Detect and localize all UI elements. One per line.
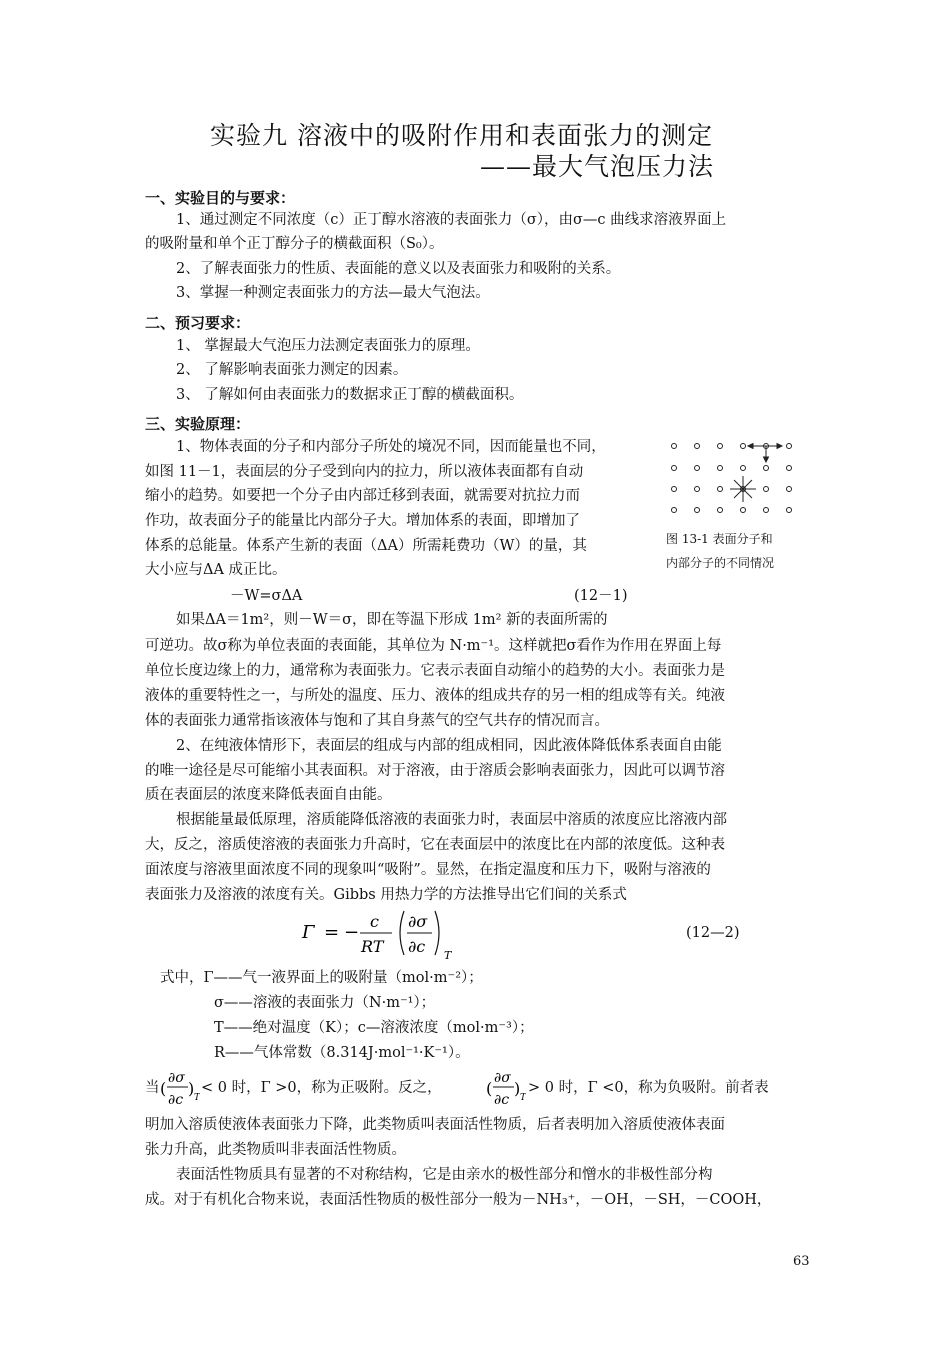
- page-title: 实验九 溶液中的吸附作用和表面张力的测定: [210, 121, 713, 150]
- text-line: 成。对于有机化合物来说，表面活性物质的极性部分一般为－NH₃⁺，－OH，－SH，－COOH，: [145, 1192, 772, 1208]
- figure-caption: 内部分子的不同情况: [666, 556, 775, 570]
- denominator-rt: RT: [361, 937, 384, 956]
- text-line: 质在表面层的浓度来降低表面自由能。: [145, 787, 392, 803]
- text-line: 的唯一途径是尽可能缩小其表面积。对于溶液，由于溶质会影响表面张力，因此可以调节溶: [145, 763, 725, 779]
- svg-text:(: (: [160, 1079, 167, 1098]
- text-line: 1、 掌握最大气泡压力法测定表面张力的原理。: [176, 338, 480, 354]
- derivative-inline-2: [486, 1064, 526, 1112]
- equation-number: (12－1): [574, 588, 628, 604]
- text-line: > 0 时，Γ <0，称为负吸附。前者表: [528, 1080, 769, 1096]
- svg-text:T: T: [520, 1093, 526, 1103]
- text-line: 明加入溶质使液体表面张力下降，此类物质叫表面活性物质，后者表明加入溶质使液体表面: [145, 1117, 725, 1133]
- derivative-inline-1: [160, 1064, 200, 1112]
- text-line: 单位长度边缘上的力，通常称为表面张力。它表示表面自动缩小的趋势的大小。表面张力是: [145, 663, 725, 679]
- equation-12-1: －W=σΔA: [230, 588, 303, 604]
- text-line: 可逆功。故σ称为单位表面的表面能，其单位为 N·m⁻¹。这样就把σ看作为作用在界面上每: [145, 638, 722, 654]
- molecule-figure: [664, 432, 812, 522]
- equation-number: (12—2): [686, 925, 740, 941]
- partial-c: ∂c: [408, 937, 426, 956]
- where-line: T——绝对温度（K）；c—溶液浓度（mol·m⁻³）；: [214, 1020, 534, 1036]
- text-line: 面浓度与溶液里面浓度不同的现象叫“吸附”。显然，在指定温度和压力下，吸附与溶液的: [145, 862, 711, 878]
- section-heading-objectives: 一、实验目的与要求：: [145, 189, 296, 207]
- text-line: < 0 时，Γ >0，称为正吸附。反之，: [201, 1080, 442, 1096]
- text-line: 如果ΔA＝1m²，则－W＝σ，即在等温下形成 1m² 新的表面所需的: [176, 612, 608, 628]
- svg-text:(: (: [486, 1079, 493, 1098]
- text-line: 液体的重要特性之一，与所处的温度、压力、液体的组成共存的另一相的组成等有关。纯液: [145, 688, 725, 704]
- numerator-c: c: [370, 912, 379, 931]
- text-line: 当: [145, 1080, 160, 1096]
- text-line: 2、了解表面张力的性质、表面能的意义以及表面张力和吸附的关系。: [176, 261, 621, 277]
- where-line: R——气体常数（8.314J·mol⁻¹·K⁻¹）。: [214, 1045, 470, 1061]
- gamma-symbol: Γ: [302, 922, 315, 943]
- svg-text:): ): [188, 1079, 195, 1098]
- text-line: 2、在纯液体情形下，表面层的组成与内部的组成相同，因此液体降低体系表面自由能: [176, 738, 722, 754]
- svg-text:T: T: [194, 1093, 200, 1103]
- svg-text:∂c: ∂c: [494, 1092, 510, 1108]
- text-line: 缩小的趋势。如要把一个分子由内部迁移到表面，就需要对抗拉力而: [145, 488, 580, 504]
- section-heading-principle: 三、实验原理：: [145, 415, 251, 433]
- text-line: 体系的总能量。体系产生新的表面（ΔA）所需耗费功（W）的量，其: [145, 538, 587, 554]
- text-line: 2、 了解影响表面张力测定的因素。: [176, 362, 408, 378]
- where-line: σ——溶液的表面张力（N·m⁻¹）；: [214, 995, 436, 1011]
- figure-caption: 图 13-1 表面分子和: [666, 532, 773, 546]
- text-line: 张力升高，此类物质叫非表面活性物质。: [145, 1142, 406, 1158]
- where-line: 式中，Γ——气一液界面上的吸附量（mol·m⁻²）；: [160, 970, 483, 986]
- text-line: 3、 了解如何由表面张力的数据求正丁醇的横截面积。: [176, 387, 524, 403]
- equals-sign: =: [324, 922, 340, 943]
- svg-text:∂c: ∂c: [168, 1092, 184, 1108]
- text-line: 体的表面张力通常指该液体与饱和了其自身蒸气的空气共存的情况而言。: [145, 713, 609, 729]
- text-line: 根据能量最低原理，溶质能降低溶液的表面张力时，表面层中溶质的浓度应比溶液内部: [176, 812, 727, 828]
- text-line: 如图 11－1，表面层的分子受到向内的拉力，所以液体表面都有自动: [145, 464, 584, 480]
- subscript-t: T: [444, 949, 452, 961]
- text-line: 作功，故表面分子的能量比内部分子大。增加体系的表面，即增加了: [145, 513, 580, 529]
- partial-sigma: ∂σ: [408, 912, 428, 931]
- text-line: 的吸附量和单个正丁醇分子的横截面积（S₀）。: [145, 236, 444, 252]
- text-line: 表面张力及溶液的浓度有关。Gibbs 用热力学的方法推导出它们间的关系式: [145, 887, 627, 903]
- text-line: 表面活性物质具有显著的不对称结构，它是由亲水的极性部分和憎水的非极性部分构: [176, 1167, 713, 1183]
- text-line: 1、物体表面的分子和内部分子所处的境况不同，因而能量也不同，: [176, 439, 606, 455]
- svg-text:∂σ: ∂σ: [494, 1070, 511, 1086]
- gibbs-equation: [298, 905, 468, 961]
- text-line: 大，反之，溶质使溶液的表面张力升高时，它在表面层中的浓度比在内部的浓度低。这种表: [145, 837, 725, 853]
- svg-text:): ): [514, 1079, 521, 1098]
- text-line: 大小应与ΔA 成正比。: [145, 562, 287, 578]
- section-heading-preview: 二、预习要求：: [145, 314, 251, 332]
- page-number: 63: [793, 1254, 810, 1269]
- text-line: 1、通过测定不同浓度（c）正丁醇水溶液的表面张力（σ），由σ—c 曲线求溶液界面上: [176, 212, 727, 228]
- page-subtitle: ——最大气泡压力法: [480, 152, 715, 181]
- minus-sign: −: [344, 922, 360, 943]
- svg-text:∂σ: ∂σ: [168, 1070, 185, 1086]
- text-line: 3、掌握一种测定表面张力的方法—最大气泡法。: [176, 285, 490, 301]
